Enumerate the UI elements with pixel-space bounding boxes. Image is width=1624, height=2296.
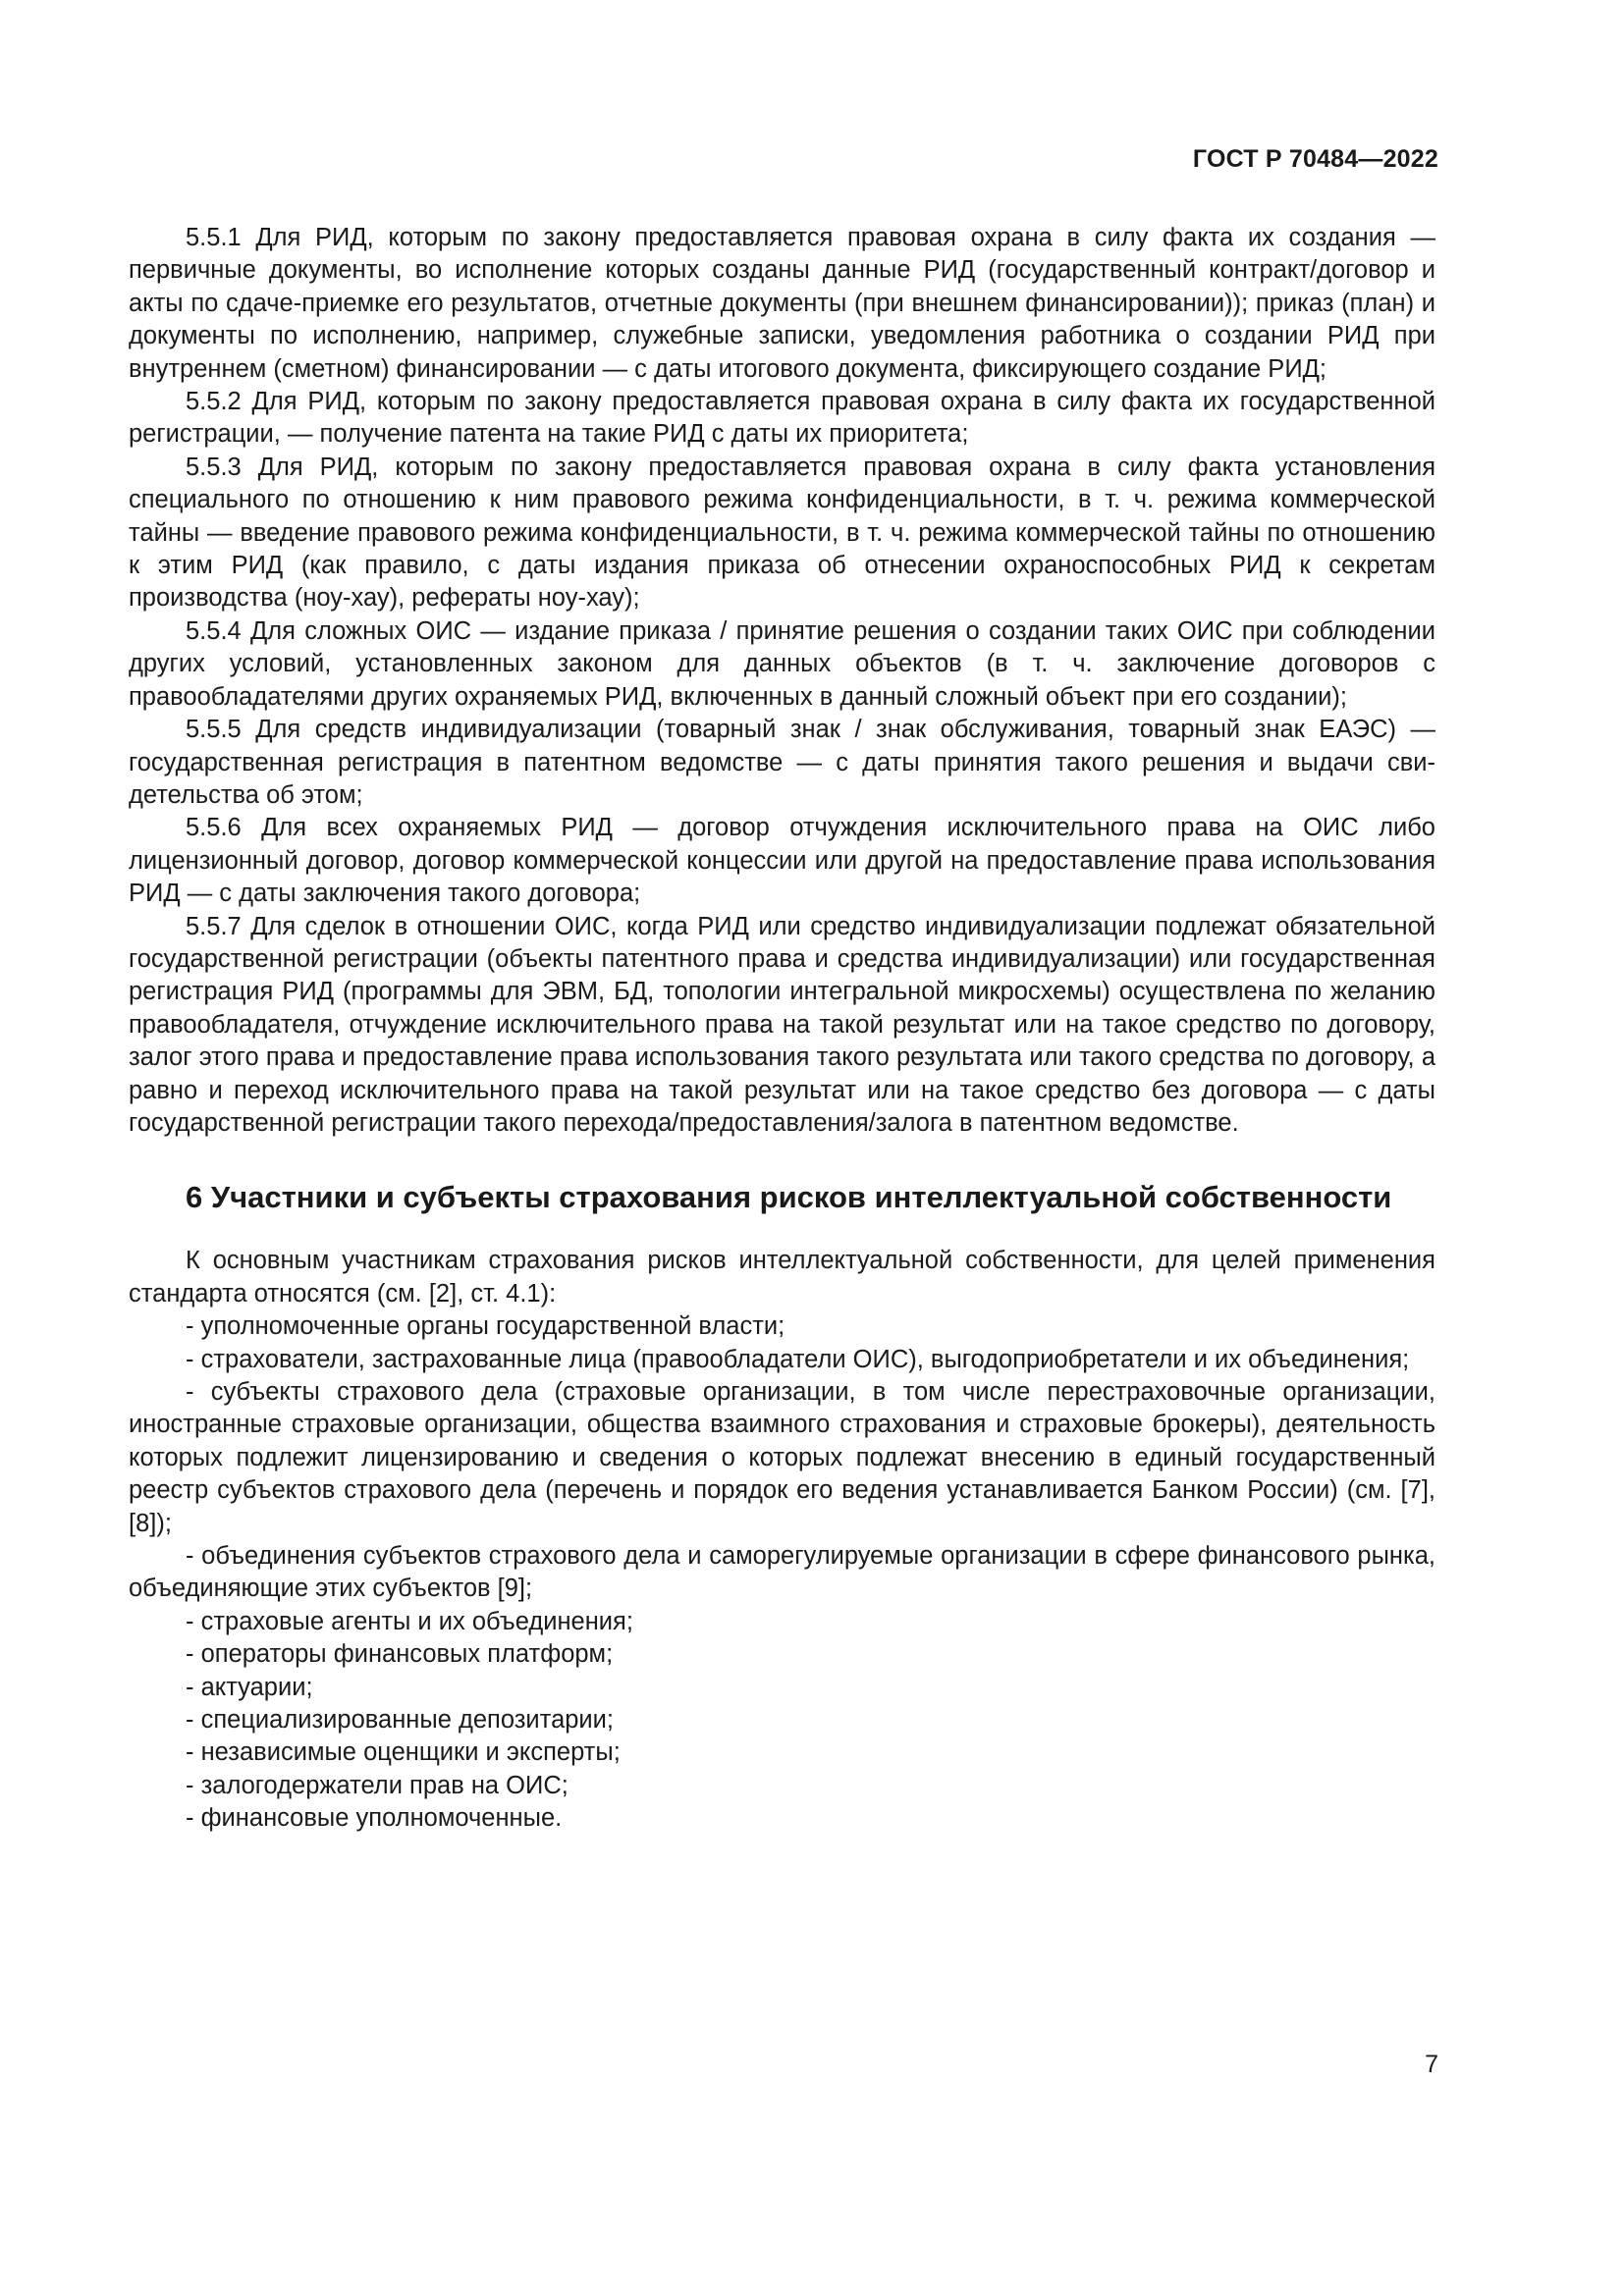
page-number: 7: [1425, 2051, 1438, 2078]
list-item: - независимые оценщики и эксперты;: [186, 1738, 621, 1767]
clause-5-5-1: 5.5.1 Для РИД, которым по закону предоставляется правовая охрана в силу факта их создания — первичные документы, во исполнение которых созданы данные РИД (государственный контракт/договор и акты по сдаче-приемке его результатов, отчетные документы (при внешнем финансировании)); приказ (план) и документы по исполнению, например, служебные записки, уведомления работника о создании РИД при внутреннем (сметном) финансировании — с даты итогового документа, фиксирующего создание РИД;: [129, 224, 1435, 383]
clause-5-5-2: 5.5.2 Для РИД, которым по закону предоставляется правовая охрана в силу факта их государственной регистрации, — получение патента на такие РИД с даты их приоритета;: [129, 388, 1435, 449]
participants-list: [129, 1310, 1435, 1836]
list-item: - залогодержатели прав на ОИС;: [186, 1771, 568, 1799]
list-item: - страховые агенты и их объединения;: [186, 1607, 633, 1635]
clause-5-5-7: 5.5.7 Для сделок в отношении ОИС, когда РИД или средство индивидуализации подлежат обязательной государственной регистрации (объекты патентного права и средства индивидуализации) или государственная регистрация РИД (программы для ЭВМ, БД, топологии интегральной микросхемы) осуществлена по желанию правообладателя, отчуждение исключительного права на такой результат или на такое средство по договору, залог этого права и предоставление права использования такого результата или такого средства по договору, а равно и переход исключительного права на такой результат или на такое средство без договора — с даты государственной регистрации такого перехода/предоставления/залога в патентном ведомстве.: [129, 912, 1435, 1137]
page-content: [129, 222, 1435, 1836]
list-item: - уполномоченные органы государственной власти;: [186, 1312, 785, 1341]
list-item: - операторы финансовых платформ;: [186, 1640, 614, 1669]
list-item: - субъекты страхового дела (страховые организации, в том числе перестраховочные организации, иностранные страховые организации, общества взаимного страхования и страховые брокеры), деятельность которых подлежит лицензированию и сведения о которых подлежат внесению в единый государственный реестр субъектов страхового дела (перечень и порядок его ведения устанавливается Банком России) (см. [7], [8]);: [129, 1378, 1435, 1537]
document-code-header: ГОСТ Р 70484—2022: [1192, 145, 1438, 173]
clause-5-5-3: 5.5.3 Для РИД, которым по закону предоставляется правовая охрана в силу факта установления специального по отношению к ним правового режима конфиденциальности, в т. ч. режима коммерческой тайны — введение правового режима конфиденциальности, в т. ч. режима коммерческой тайны по отношению к этим РИД (как правило, с даты издания приказа об отнесении охраноспособных РИД к секретам производства (ноу-хау), рефераты ноу-хау);: [129, 453, 1435, 613]
clause-5-5-6: 5.5.6 Для всех охраняемых РИД — договор отчуждения исключительного права на ОИС либо лицензионный договор, договор коммерческой концессии или другой на предоставление права использования РИД — с даты заключения такого договора;: [129, 814, 1435, 908]
list-item: - финансовые уполномоченные.: [186, 1804, 563, 1833]
list-item: - актуарии;: [186, 1673, 313, 1701]
list-item: - объединения субъектов страхового дела и саморегулируемые организации в сфере финансового рынка, объединяющие этих субъектов [9];: [129, 1542, 1435, 1603]
list-item: - страхователи, застрахованные лица (правообладатели ОИС), выгодоприобретатели и их объединения;: [186, 1345, 1410, 1373]
list-item: - специализированные депозитарии;: [186, 1706, 615, 1735]
section-6-heading: 6 Участники и субъекты страхования рисков интеллектуальной собственности: [186, 1180, 1392, 1215]
section-6-intro: К основным участникам страхования рисков интеллектуальной собственности, для целей применения стандарта относятся (см. [2], ст. 4.1):: [129, 1247, 1435, 1308]
clause-5-5-5: 5.5.5 Для средств индивидуализации (товарный знак / знак обслуживания, товарный знак ЕАЭС) — государственная регистрация в патентном ведомстве — с даты принятия такого решения и выдачи свидетельства об этом;: [129, 716, 1435, 809]
clause-5-5-4: 5.5.4 Для сложных ОИС — издание приказа / принятие решения о создании таких ОИС при соблюдении других условий, установленных законом для данных объектов (в т. ч. заключение договоров с правообладателями других охраняемых РИД, включенных в данный сложный объект при его создании);: [129, 616, 1435, 711]
